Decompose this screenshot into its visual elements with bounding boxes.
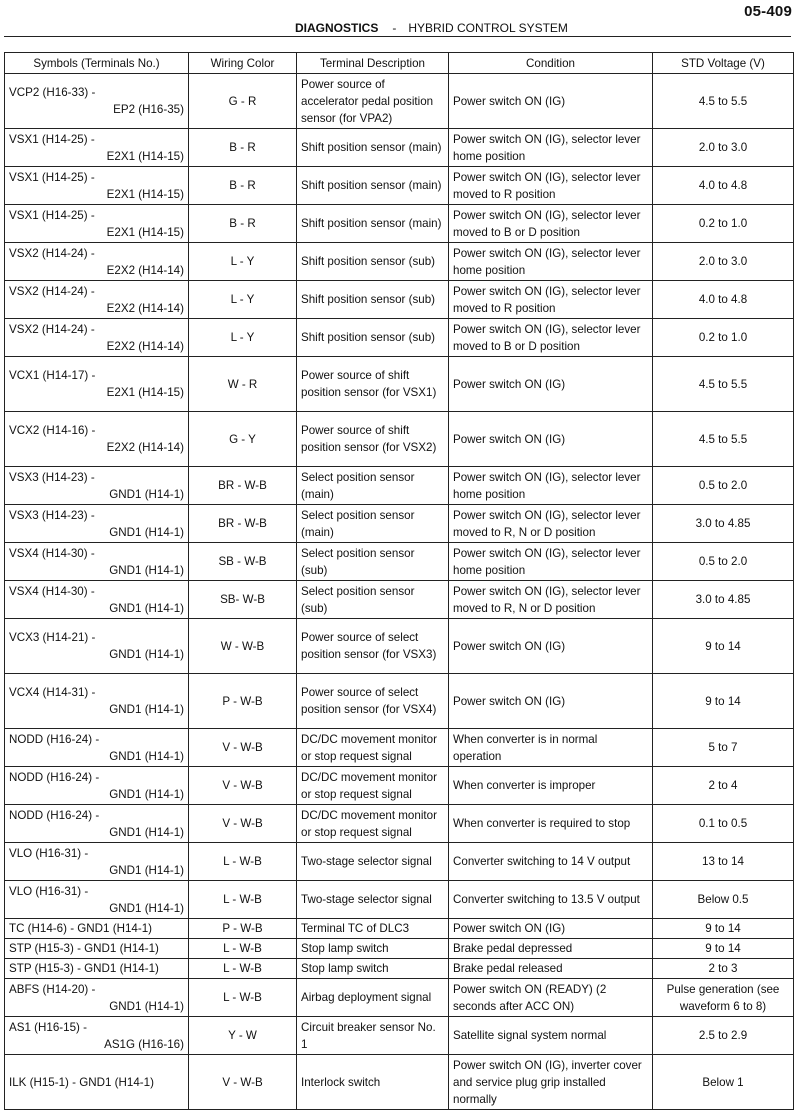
cell-condition: Power switch ON (IG) — [449, 357, 653, 412]
cell-wiring-color: G - R — [189, 74, 297, 129]
cell-std-voltage: 2.0 to 3.0 — [653, 129, 794, 167]
terminal-from: VSX2 (H14-24) - — [9, 246, 95, 260]
terminal-from: VLO (H16-31) - — [9, 846, 89, 860]
cell-condition: Power switch ON (IG) — [449, 412, 653, 467]
terminal-from: STP (H15-3) - GND1 (H14-1) — [9, 942, 159, 955]
cell-terminal-description: Power source of shift position sensor (for VSX2) — [297, 412, 449, 467]
cell-symbols — [5, 543, 189, 581]
terminal-voltage-table — [4, 52, 794, 1110]
cell-terminal-description: Select position sensor (sub) — [297, 581, 449, 619]
cell-condition: Brake pedal released — [449, 959, 653, 979]
terminal-to: EP2 (H16-35) — [113, 103, 184, 116]
cell-symbols — [5, 919, 189, 939]
cell-std-voltage: 3.0 to 4.85 — [653, 581, 794, 619]
terminal-to: GND1 (H14-1) — [109, 601, 184, 615]
terminal-to: GND1 (H14-1) — [109, 703, 184, 716]
cell-std-voltage: 4.5 to 5.5 — [653, 74, 794, 129]
terminal-from: VSX2 (H14-24) - — [9, 284, 95, 298]
terminal-from: VSX2 (H14-24) - — [9, 322, 95, 336]
terminal-to: E2X2 (H14-14) — [106, 263, 184, 277]
cell-terminal-description: Shift position sensor (main) — [297, 129, 449, 167]
cell-std-voltage: 2.5 to 2.9 — [653, 1017, 794, 1055]
terminal-to: GND1 (H14-1) — [109, 563, 184, 577]
cell-wiring-color: B - R — [189, 205, 297, 243]
terminal-from: STP (H15-3) - GND1 (H14-1) — [9, 962, 159, 975]
terminal-to: E2X1 (H14-15) — [106, 187, 184, 201]
table-row — [5, 581, 794, 619]
terminal-to: E2X1 (H14-15) — [106, 225, 184, 239]
cell-symbols — [5, 505, 189, 543]
cell-terminal-description: Shift position sensor (sub) — [297, 243, 449, 281]
terminal-from: VSX3 (H14-23) - — [9, 470, 95, 484]
table-row — [5, 979, 794, 1017]
cell-symbols — [5, 412, 189, 467]
table-row — [5, 167, 794, 205]
table-row — [5, 205, 794, 243]
terminal-from: VSX1 (H14-25) - — [9, 170, 95, 184]
cell-terminal-description: Terminal TC of DLC3 — [297, 919, 449, 939]
cell-std-voltage: 2 to 4 — [653, 767, 794, 805]
table-row — [5, 243, 794, 281]
terminal-to: GND1 (H14-1) — [109, 648, 184, 661]
cell-terminal-description: Shift position sensor (sub) — [297, 281, 449, 319]
table-header-row — [5, 53, 794, 74]
cell-std-voltage: 13 to 14 — [653, 843, 794, 881]
cell-condition: Satellite signal system normal — [449, 1017, 653, 1055]
terminal-to: GND1 (H14-1) — [109, 999, 184, 1013]
cell-condition: Converter switching to 14 V output — [449, 843, 653, 881]
cell-wiring-color: L - W-B — [189, 939, 297, 959]
cell-symbols — [5, 467, 189, 505]
terminal-to: E2X2 (H14-14) — [106, 301, 184, 315]
table-row — [5, 919, 794, 939]
header-std-voltage: STD Voltage (V) — [653, 53, 794, 74]
cell-wiring-color: V - W-B — [189, 805, 297, 843]
cell-condition: Power switch ON (IG) — [449, 674, 653, 729]
cell-terminal-description: DC/DC movement monitor or stop request signal — [297, 729, 449, 767]
cell-std-voltage: Below 0.5 — [653, 881, 794, 919]
header-rule — [4, 36, 791, 37]
cell-wiring-color: BR - W-B — [189, 505, 297, 543]
cell-condition: Power switch ON (IG), inverter cover and service plug grip installed normally — [449, 1055, 653, 1110]
cell-condition: Power switch ON (READY) (2 seconds after ACC ON) — [449, 979, 653, 1017]
terminal-from: ABFS (H14-20) - — [9, 982, 96, 996]
table-row — [5, 959, 794, 979]
page-header — [295, 21, 568, 35]
terminal-from: AS1 (H16-15) - — [9, 1020, 87, 1034]
cell-std-voltage: 9 to 14 — [653, 919, 794, 939]
cell-terminal-description: DC/DC movement monitor or stop request signal — [297, 805, 449, 843]
table-row — [5, 412, 794, 467]
table-row — [5, 619, 794, 674]
cell-condition: Power switch ON (IG) — [449, 919, 653, 939]
cell-wiring-color: L - W-B — [189, 881, 297, 919]
cell-std-voltage: 0.2 to 1.0 — [653, 205, 794, 243]
cell-symbols — [5, 619, 189, 674]
cell-symbols — [5, 1017, 189, 1055]
table-row — [5, 881, 794, 919]
cell-symbols — [5, 1055, 189, 1110]
cell-symbols — [5, 74, 189, 129]
terminal-from: TC (H14-6) - GND1 (H14-1) — [9, 922, 153, 935]
terminal-from: VSX1 (H14-25) - — [9, 132, 95, 146]
cell-symbols — [5, 674, 189, 729]
cell-wiring-color: L - W-B — [189, 959, 297, 979]
cell-terminal-description: Airbag deployment signal — [297, 979, 449, 1017]
cell-terminal-description: Shift position sensor (main) — [297, 167, 449, 205]
table-row — [5, 357, 794, 412]
cell-std-voltage: 4.0 to 4.8 — [653, 167, 794, 205]
table-row — [5, 74, 794, 129]
cell-symbols — [5, 959, 189, 979]
header-symbols: Symbols (Terminals No.) — [5, 53, 189, 74]
cell-std-voltage: 0.1 to 0.5 — [653, 805, 794, 843]
terminal-to: GND1 (H14-1) — [109, 525, 184, 539]
cell-condition: Brake pedal depressed — [449, 939, 653, 959]
table-row — [5, 467, 794, 505]
cell-terminal-description: Stop lamp switch — [297, 959, 449, 979]
cell-terminal-description: Power source of select position sensor (for VSX4) — [297, 674, 449, 729]
table-row — [5, 674, 794, 729]
cell-symbols — [5, 319, 189, 357]
terminal-from: VCX1 (H14-17) - — [9, 369, 96, 382]
cell-condition: Power switch ON (IG), selector lever home position — [449, 467, 653, 505]
cell-wiring-color: SB- W-B — [189, 581, 297, 619]
cell-wiring-color: W - W-B — [189, 619, 297, 674]
terminal-from: VSX4 (H14-30) - — [9, 584, 95, 598]
terminal-to: GND1 (H14-1) — [109, 863, 184, 877]
cell-terminal-description: Two-stage selector signal — [297, 881, 449, 919]
cell-terminal-description: Circuit breaker sensor No. 1 — [297, 1017, 449, 1055]
table-row — [5, 129, 794, 167]
terminal-from: VCX3 (H14-21) - — [9, 631, 96, 644]
table-row — [5, 843, 794, 881]
terminal-to: GND1 (H14-1) — [109, 749, 184, 763]
cell-std-voltage: 4.0 to 4.8 — [653, 281, 794, 319]
table-row — [5, 281, 794, 319]
cell-wiring-color: L - Y — [189, 243, 297, 281]
terminal-from: VSX3 (H14-23) - — [9, 508, 95, 522]
cell-symbols — [5, 581, 189, 619]
terminal-to: E2X1 (H14-15) — [106, 386, 184, 399]
terminal-to: AS1G (H16-16) — [104, 1037, 184, 1051]
terminal-from: NODD (H16-24) - — [9, 770, 100, 784]
table-row — [5, 319, 794, 357]
cell-terminal-description: Interlock switch — [297, 1055, 449, 1110]
cell-terminal-description: Power source of select position sensor (for VSX3) — [297, 619, 449, 674]
cell-wiring-color: V - W-B — [189, 767, 297, 805]
table-row — [5, 543, 794, 581]
terminal-to: E2X2 (H14-14) — [106, 339, 184, 353]
terminal-from: ILK (H15-1) - GND1 (H14-1) — [9, 1075, 154, 1089]
cell-symbols — [5, 843, 189, 881]
table-row — [5, 729, 794, 767]
terminal-to: E2X2 (H14-14) — [106, 441, 184, 454]
cell-terminal-description: DC/DC movement monitor or stop request signal — [297, 767, 449, 805]
cell-symbols — [5, 281, 189, 319]
cell-terminal-description: Select position sensor (sub) — [297, 543, 449, 581]
terminal-from: NODD (H16-24) - — [9, 808, 100, 822]
cell-symbols — [5, 767, 189, 805]
cell-std-voltage: 0.2 to 1.0 — [653, 319, 794, 357]
subsection-title: HYBRID CONTROL SYSTEM — [408, 21, 568, 35]
terminal-to: GND1 (H14-1) — [109, 825, 184, 839]
cell-wiring-color: BR - W-B — [189, 467, 297, 505]
cell-std-voltage: 0.5 to 2.0 — [653, 543, 794, 581]
terminal-to: GND1 (H14-1) — [109, 487, 184, 501]
header-wiring-color: Wiring Color — [189, 53, 297, 74]
cell-condition: Power switch ON (IG) — [449, 74, 653, 129]
header-terminal-description: Terminal Description — [297, 53, 449, 74]
header-condition: Condition — [449, 53, 653, 74]
header-separator: - — [392, 21, 397, 35]
table-row — [5, 1055, 794, 1110]
cell-condition: Power switch ON (IG), selector lever moved to R, N or D position — [449, 581, 653, 619]
cell-condition: When converter is improper — [449, 767, 653, 805]
cell-condition: Power switch ON (IG), selector lever home position — [449, 243, 653, 281]
cell-wiring-color: B - R — [189, 129, 297, 167]
cell-terminal-description: Shift position sensor (main) — [297, 205, 449, 243]
cell-condition: Power switch ON (IG), selector lever moved to R position — [449, 167, 653, 205]
cell-wiring-color: L - Y — [189, 319, 297, 357]
cell-std-voltage: 5 to 7 — [653, 729, 794, 767]
page-number: 05-409 — [744, 3, 792, 20]
cell-symbols — [5, 979, 189, 1017]
cell-wiring-color: V - W-B — [189, 1055, 297, 1110]
terminal-from: NODD (H16-24) - — [9, 732, 100, 746]
terminal-from: VSX4 (H14-30) - — [9, 546, 95, 560]
cell-wiring-color: SB - W-B — [189, 543, 297, 581]
cell-std-voltage: 4.5 to 5.5 — [653, 412, 794, 467]
terminal-from: VCX2 (H14-16) - — [9, 424, 96, 437]
cell-std-voltage: 3.0 to 4.85 — [653, 505, 794, 543]
cell-wiring-color: P - W-B — [189, 919, 297, 939]
cell-std-voltage: 9 to 14 — [653, 619, 794, 674]
cell-symbols — [5, 881, 189, 919]
cell-condition: When converter is required to stop — [449, 805, 653, 843]
terminal-to: GND1 (H14-1) — [109, 901, 184, 915]
cell-wiring-color: G - Y — [189, 412, 297, 467]
cell-symbols — [5, 729, 189, 767]
cell-condition: When converter is in normal operation — [449, 729, 653, 767]
cell-condition: Converter switching to 13.5 V output — [449, 881, 653, 919]
cell-std-voltage: 9 to 14 — [653, 674, 794, 729]
cell-symbols — [5, 243, 189, 281]
table-row — [5, 1017, 794, 1055]
cell-std-voltage: 2.0 to 3.0 — [653, 243, 794, 281]
cell-wiring-color: L - W-B — [189, 843, 297, 881]
cell-symbols — [5, 939, 189, 959]
cell-terminal-description: Select position sensor (main) — [297, 467, 449, 505]
cell-wiring-color: L - W-B — [189, 979, 297, 1017]
terminal-to: E2X1 (H14-15) — [106, 149, 184, 163]
terminal-to: GND1 (H14-1) — [109, 787, 184, 801]
cell-wiring-color: L - Y — [189, 281, 297, 319]
cell-symbols — [5, 357, 189, 412]
cell-condition: Power switch ON (IG), selector lever home position — [449, 543, 653, 581]
cell-condition: Power switch ON (IG), selector lever moved to B or D position — [449, 205, 653, 243]
cell-condition: Power switch ON (IG) — [449, 619, 653, 674]
terminal-from: VCP2 (H16-33) - — [9, 86, 96, 99]
table-row — [5, 505, 794, 543]
cell-symbols — [5, 129, 189, 167]
cell-condition: Power switch ON (IG), selector lever moved to B or D position — [449, 319, 653, 357]
cell-std-voltage: 2 to 3 — [653, 959, 794, 979]
table-row — [5, 805, 794, 843]
cell-std-voltage: 0.5 to 2.0 — [653, 467, 794, 505]
cell-std-voltage: Below 1 — [653, 1055, 794, 1110]
cell-wiring-color: B - R — [189, 167, 297, 205]
section-title: DIAGNOSTICS — [295, 21, 379, 35]
cell-wiring-color: Y - W — [189, 1017, 297, 1055]
table-row — [5, 939, 794, 959]
cell-terminal-description: Shift position sensor (sub) — [297, 319, 449, 357]
cell-std-voltage: 9 to 14 — [653, 939, 794, 959]
cell-symbols — [5, 805, 189, 843]
cell-symbols — [5, 167, 189, 205]
cell-wiring-color: P - W-B — [189, 674, 297, 729]
cell-std-voltage: Pulse generation (see waveform 6 to 8) — [653, 979, 794, 1017]
terminal-from: VLO (H16-31) - — [9, 884, 89, 898]
cell-wiring-color: W - R — [189, 357, 297, 412]
cell-symbols — [5, 205, 189, 243]
terminal-from: VSX1 (H14-25) - — [9, 208, 95, 222]
cell-condition: Power switch ON (IG), selector lever moved to R, N or D position — [449, 505, 653, 543]
cell-terminal-description: Two-stage selector signal — [297, 843, 449, 881]
cell-std-voltage: 4.5 to 5.5 — [653, 357, 794, 412]
cell-wiring-color: V - W-B — [189, 729, 297, 767]
cell-terminal-description: Stop lamp switch — [297, 939, 449, 959]
cell-terminal-description: Power source of shift position sensor (for VSX1) — [297, 357, 449, 412]
cell-condition: Power switch ON (IG), selector lever home position — [449, 129, 653, 167]
terminal-from: VCX4 (H14-31) - — [9, 686, 96, 699]
table-row — [5, 767, 794, 805]
cell-terminal-description: Power source of accelerator pedal position sensor (for VPA2) — [297, 74, 449, 129]
cell-terminal-description: Select position sensor (main) — [297, 505, 449, 543]
cell-condition: Power switch ON (IG), selector lever moved to R position — [449, 281, 653, 319]
